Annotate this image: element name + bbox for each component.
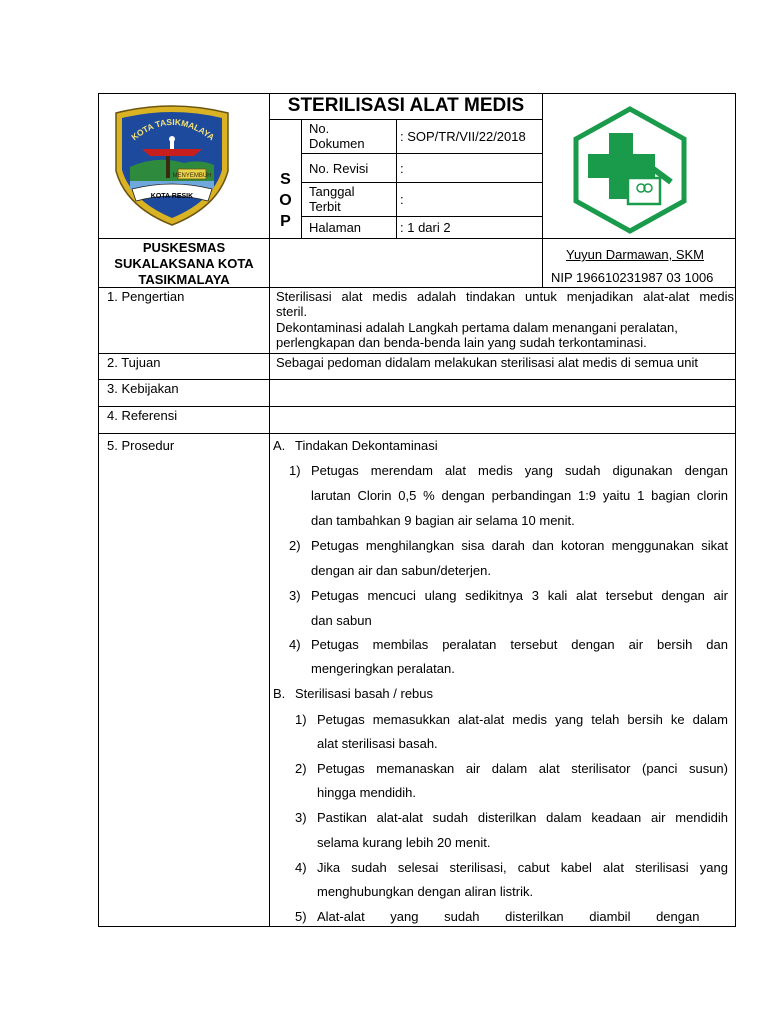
step-text: dan sabun (311, 613, 372, 628)
pengertian-text: perlengkapan dan benda-benda lain yang sudah terkontaminasi. (276, 335, 647, 350)
svg-text:MENYEMBUH: MENYEMBUH (172, 173, 212, 179)
halaman-value: : 1 dari 2 (400, 220, 451, 235)
org-name-line: PUSKESMAS (142, 240, 226, 255)
step-text: mengeringkan peralatan. (311, 661, 455, 676)
step-text: hingga mendidih. (317, 785, 417, 800)
step-text: alat sterilisasi basah. (317, 736, 438, 751)
step-text: dengan air dan sabun/deterjen. (311, 563, 491, 578)
kota-tasikmalaya-emblem-icon (108, 101, 236, 227)
group-marker: A. (273, 438, 286, 453)
tujuan-label: 2. Tujuan (107, 355, 161, 370)
halaman-label: Halaman (309, 220, 362, 235)
step-text: Pastikan alat-alat sudah disterilkan dalam keadaan air mendidih (317, 810, 728, 825)
step-number: 2) (295, 761, 307, 776)
step-number: 3) (289, 588, 301, 603)
org-name-line: TASIKMALAYA (138, 272, 230, 287)
step-number: 4) (289, 637, 301, 652)
city-emblem (108, 101, 236, 227)
document-title: STERILISASI ALAT MEDIS (287, 95, 525, 116)
referensi-label: 4. Referensi (107, 408, 178, 423)
step-number: 1) (289, 463, 301, 478)
step-text: Petugas merendam alat medis yang sudah digunakan dengan (311, 463, 728, 478)
sop-letter: S (280, 171, 291, 188)
tanggal-terbit-label: Tanggal (309, 184, 355, 199)
no-dokumen-value: : SOP/TR/VII/22/2018 (400, 129, 526, 144)
sop-letter: O (279, 192, 292, 209)
step-text: Petugas memasukkan alat-alat medis yang telah bersih ke dalam (317, 712, 728, 727)
pengertian-label: 1. Pengertian (107, 289, 185, 304)
step-text: dan tambahkan 9 bagian air selama 10 menit. (311, 513, 575, 528)
step-number: 1) (295, 712, 307, 727)
step-text: Jika sudah selesai sterilisasi, cabut kabel alat sterilisasi yang (317, 860, 728, 875)
pengertian-text: Dekontaminasi adalah Langkah pertama dalam menangani peralatan, (276, 320, 678, 335)
step-number: 3) (295, 810, 307, 825)
org-name-line: SUKALAKSANA KOTA (114, 256, 254, 271)
svg-text:KOTA RESIK: KOTA RESIK (150, 193, 194, 200)
step-number: 2) (289, 538, 301, 553)
step-text: selama kurang lebih 20 menit. (317, 835, 491, 850)
step-number: 4) (295, 860, 307, 875)
tujuan-text: Sebagai pedoman didalam melakukan sterilisasi alat medis di semua unit (276, 355, 699, 370)
tanggal-terbit-label: Terbit (309, 199, 341, 214)
step-text: Alat-alat yang sudah disterilkan diambil dengan (317, 909, 700, 924)
group-title: Tindakan Dekontaminasi (295, 438, 438, 453)
no-dokumen-label: Dokumen (309, 136, 365, 151)
step-text: Petugas membilas peralatan tersebut dengan air bersih dan (311, 637, 728, 652)
step-text: Petugas menghilangkan sisa darah dan kotoran menggunakan sikat (311, 538, 728, 553)
puskesmas-cross-icon (572, 106, 688, 234)
prosedur-label: 5. Prosedur (107, 438, 175, 453)
step-text: Petugas memanaskan air dalam alat sterilisator (panci susun) (317, 761, 728, 776)
step-text: menghubungkan dengan aliran listrik. (317, 884, 534, 899)
step-text: Petugas mencuci ulang sedikitnya 3 kali alat tersebut dengan air (311, 588, 728, 603)
tanggal-terbit-value: : (400, 192, 404, 207)
puskesmas-logo (572, 106, 688, 234)
group-marker: B. (273, 686, 286, 701)
signer-nip: NIP 196610231987 03 1006 (551, 270, 714, 285)
no-revisi-label: No. Revisi (309, 161, 369, 176)
signer-name: Yuyun Darmawan, SKM (566, 247, 705, 262)
no-revisi-value: : (400, 161, 404, 176)
pengertian-text: steril. (276, 304, 308, 319)
group-title: Sterilisasi basah / rebus (295, 686, 434, 701)
svg-text:KOTA TASIKMALAYA: KOTA TASIKMALAYA (129, 116, 217, 143)
kebijakan-label: 3. Kebijakan (107, 381, 179, 396)
no-dokumen-label: No. (309, 121, 330, 136)
pengertian-text: Sterilisasi alat medis adalah tindakan untuk menjadikan alat-alat medis (276, 289, 734, 304)
step-text: larutan Clorin 0,5 % dengan perbandingan 1:9 yaitu 1 bagian clorin (311, 488, 728, 503)
step-number: 5) (295, 909, 307, 924)
sop-letter: P (280, 213, 291, 230)
